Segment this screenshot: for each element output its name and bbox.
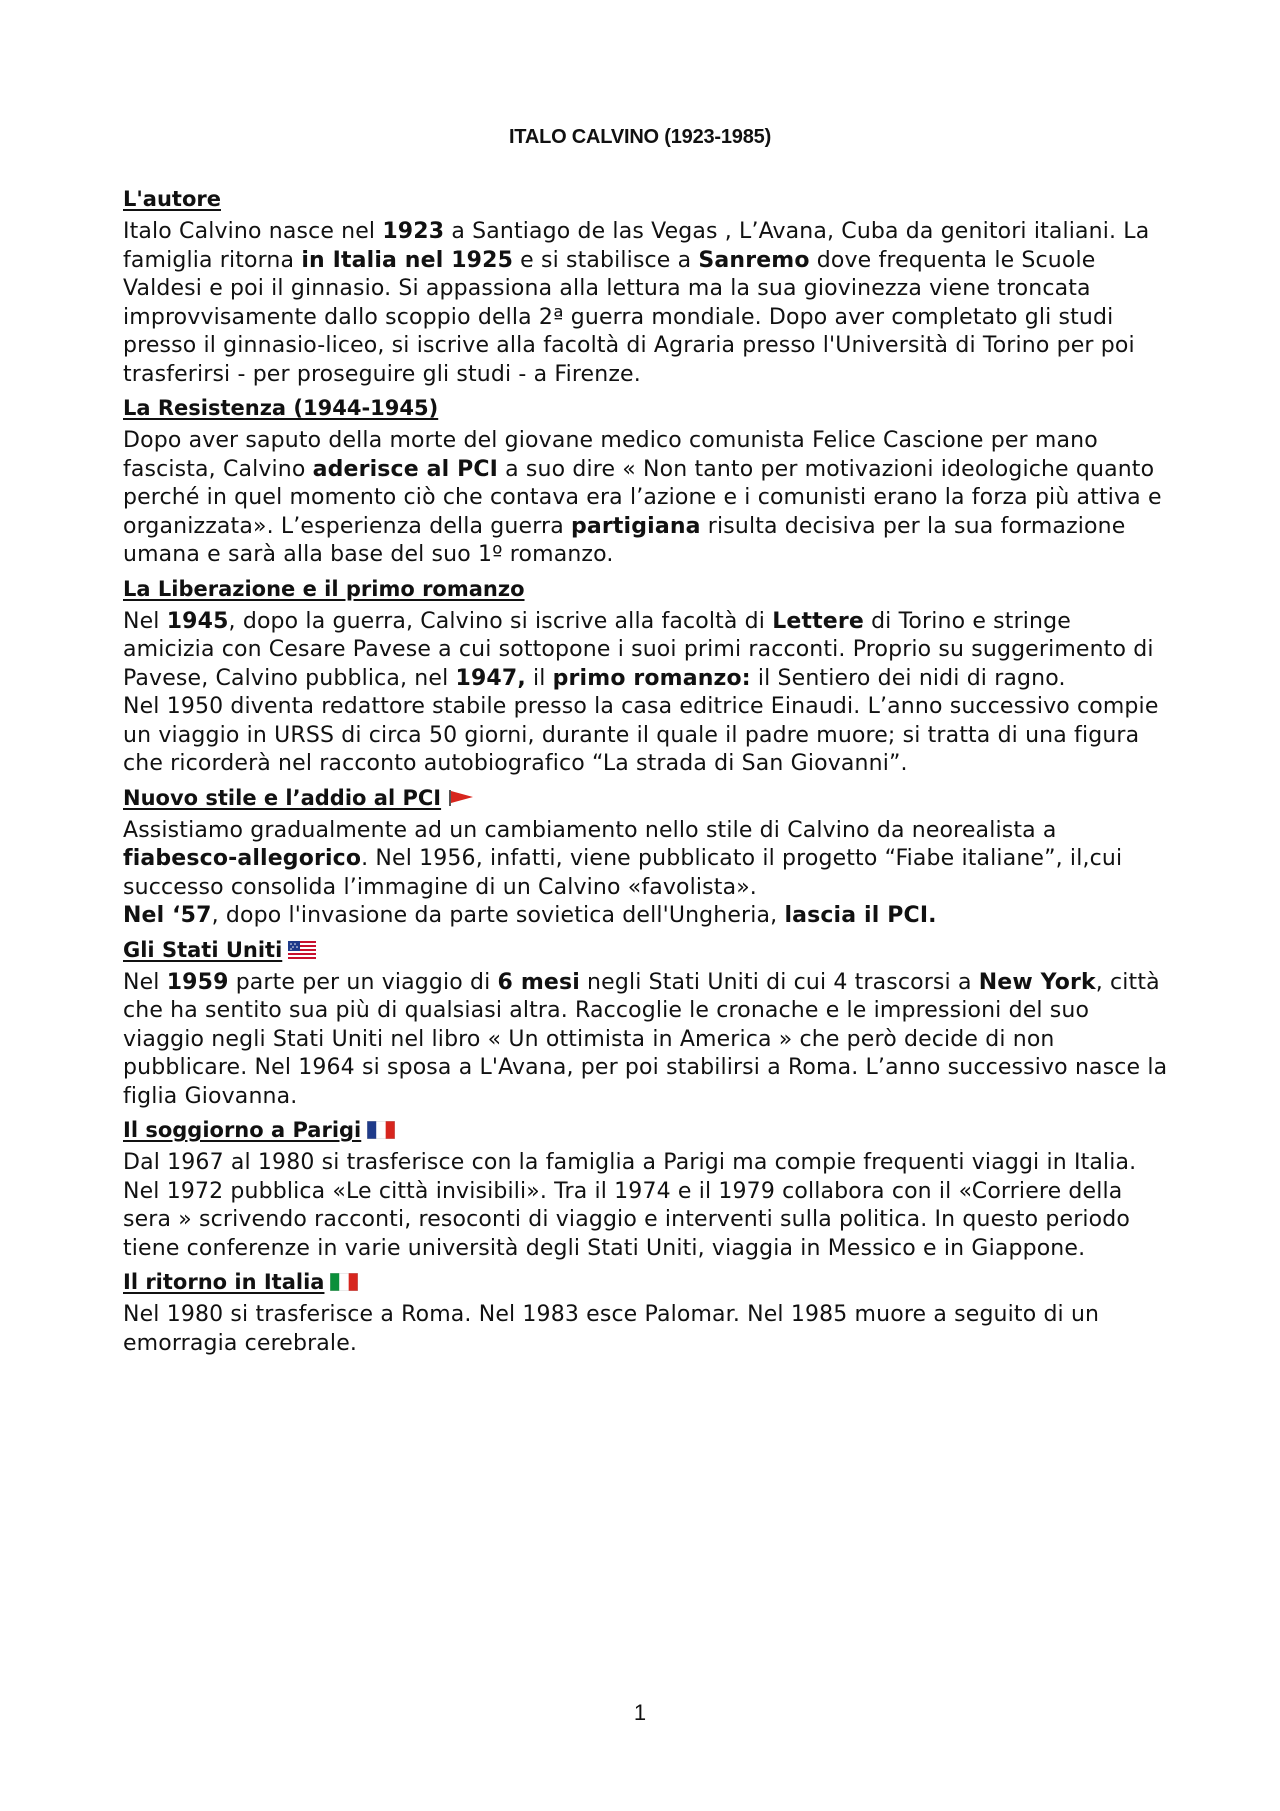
section: [123, 574, 1168, 779]
bold-text: fiabesco-allegorico: [123, 846, 362, 871]
text-run: il: [525, 665, 553, 691]
text-run: , città che ha sentito sua più di qualsiasi altra. Raccoglie le cronache e le impressioni del suo viaggio negli Stati Uniti nel libro « Un ottimista in America » che però decide di non pubblicare. Nel 1964 si sposa a L'Avana, per poi stabilirsi a Roma. L’anno successivo nasce la figlia Giovanna.: [123, 969, 1168, 1109]
text-run: di Torino e stringe amicizia con Cesare Pavese a cui sottopone i suoi primi racconti. Proprio su suggerimento di Pavese, Calvino pubblica, nel: [123, 608, 1154, 691]
section: [123, 184, 1168, 389]
text-run: risulta decisiva per la sua formazione umana e sarà alla base del suo 1º romanzo.: [123, 513, 1126, 567]
bold-text: 1923: [382, 219, 445, 244]
text-run: a Santiago de las Vegas , L’Avana, Cuba da genitori italiani. La famiglia ritorna: [123, 219, 1150, 273]
text-run: . Nel 1956, infatti, viene pubblicato il progetto “Fiabe italiane”, il,cui successo consolida l’immagine di un Calvino «favolista».: [123, 846, 1123, 900]
text-run: Italo Calvino nasce nel: [123, 219, 383, 244]
section-heading-text: L'autore: [123, 187, 221, 211]
red-flag-icon: [447, 789, 475, 807]
text-run: parte per un viaggio di: [228, 969, 498, 995]
section-paragraph: [123, 1301, 1168, 1358]
bold-text: Lettere: [772, 608, 864, 634]
text-run: Nel 1980 si trasferisce a Roma. Nel 1983 esce Palomar. Nel 1985 muore a seguito di un emorragia cerebrale.: [123, 1302, 1100, 1356]
section-heading-text: Gli Stati Uniti: [123, 937, 283, 962]
france-flag-icon: [367, 1121, 395, 1139]
text-run: e si stabilisce a: [513, 247, 699, 273]
section-heading: [123, 393, 438, 423]
text-run: dove frequenta le Scuole Valdesi e poi il ginnasio. Si appassiona alla lettura ma la sua giovinezza viene troncata improvvisamente dallo scoppio della 2ª guerra mondiale. Dopo aver completato gli studi presso il ginnasio-liceo, si iscrive alla facoltà di Agraria presso l'Università di Torino per poi trasferirsi - per proseguire gli studi - a Firenze.: [123, 247, 1135, 387]
text-run: Assistiamo gradualmente ad un cambiamento nello stile di Calvino da neorealista a: [123, 817, 1057, 843]
document-body: [123, 184, 1168, 1362]
section-heading: [123, 1267, 358, 1297]
text-run: a suo dire « Non tanto per motivazioni ideologiche quanto perché in quel momento ciò che contava era l’azione e i comunisti erano la forza più attiva e organizzata». L’esperienza della guerra: [123, 456, 1162, 539]
section-paragraph: [123, 608, 1168, 694]
text-run: Dopo aver saputo della morte del giovane medico comunista Felice Cascione per mano fascista, Calvino: [123, 428, 1098, 482]
section-heading-text: La Liberazione e il primo romanzo: [123, 576, 525, 601]
text-run: Nel: [123, 608, 167, 634]
text-run: , dopo l'invasione da parte sovietica dell'Ungheria,: [211, 903, 785, 928]
text-run: il Sentiero dei nidi di ragno.: [750, 665, 1066, 691]
section-heading: [123, 935, 316, 965]
section-heading: [123, 574, 525, 604]
section-paragraph: [123, 693, 1168, 779]
bold-text: 1947,: [455, 665, 526, 691]
text-run: , dopo la guerra, Calvino si iscrive alla facoltà di: [228, 608, 773, 634]
section-heading-text: La Resistenza (1944-1945): [123, 396, 439, 420]
section: [123, 935, 1168, 1112]
bold-text: Sanremo: [698, 247, 810, 273]
section-heading: [123, 783, 475, 813]
bold-text: 1945: [166, 608, 229, 634]
text-run: negli Stati Uniti di cui 4 trascorsi a: [579, 969, 979, 995]
bold-text: primo romanzo:: [552, 665, 751, 691]
section-paragraph: [123, 817, 1168, 903]
bold-text: partigiana: [570, 513, 701, 539]
section-heading-text: Il soggiorno a Parigi: [123, 1118, 362, 1142]
bold-text: aderisce al PCI: [312, 456, 499, 482]
section-heading-text: Il ritorno in Italia: [123, 1270, 325, 1294]
bold-text: in Italia nel 1925: [301, 247, 514, 273]
section: [123, 1115, 1168, 1263]
text-run: Nel 1950 diventa redattore stabile presso la casa editrice Einaudi. L’anno successivo compie un viaggio in URSS di circa 50 giorni, durante il quale il padre muore; si tratta di una figura che ricorderà nel racconto autobiografico “La strada di San Giovanni”.: [123, 694, 1159, 776]
usa-flag-icon: [288, 941, 316, 959]
section-paragraph: [123, 902, 1168, 931]
section-paragraph: [123, 427, 1168, 570]
bold-text: 1959: [166, 969, 229, 995]
page-number: 1: [633, 1700, 647, 1725]
section-paragraph: [123, 969, 1168, 1112]
document-title: ITALO CALVINO (1923-1985): [508, 126, 772, 148]
section-heading: [123, 184, 221, 214]
text-run: Nel: [123, 969, 167, 995]
section: [123, 1267, 1168, 1358]
section-paragraph: [123, 1149, 1168, 1263]
bold-text: Nel ‘57: [123, 903, 212, 928]
section: [123, 783, 1168, 931]
bold-text: 6 mesi: [497, 969, 580, 995]
section-heading: [123, 1115, 395, 1145]
bold-text: New York: [978, 969, 1096, 995]
bold-text: lascia il PCI.: [784, 903, 937, 928]
text-run: Dal 1967 al 1980 si trasferisce con la famiglia a Parigi ma compie frequenti viaggi in Italia. Nel 1972 pubblica «Le città invisibili». Tra il 1974 e il 1979 collabora con il «Corriere della sera » scrivendo racconti, resoconti di viaggio e interventi sulla politica. In questo periodo tiene conferenze in varie università degli Stati Uniti, viaggia in Messico e in Giappone.: [123, 1150, 1137, 1261]
section-paragraph: [123, 218, 1168, 389]
section: [123, 393, 1168, 570]
italy-flag-icon: [330, 1273, 358, 1291]
section-heading-text: Nuovo stile e l’addio al PCI: [123, 785, 442, 810]
